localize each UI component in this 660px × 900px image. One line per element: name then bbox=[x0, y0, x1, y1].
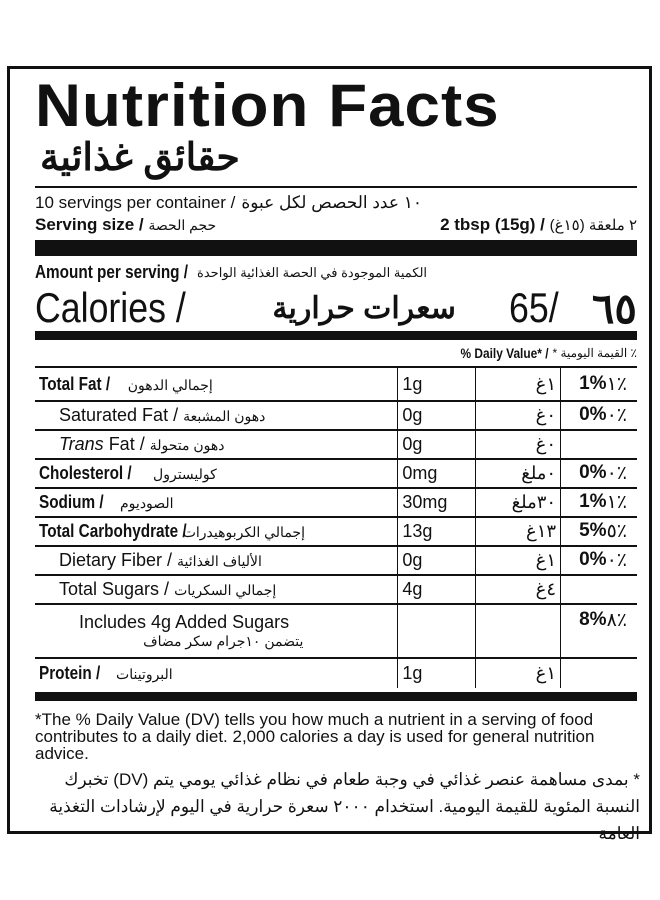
divider bbox=[35, 186, 637, 188]
daily-value: 1% bbox=[579, 491, 607, 512]
amount-ar: الكمية الموجودة في الحصة الغذائية الواحدة bbox=[197, 264, 428, 280]
amount-ar: ١٣غ bbox=[476, 517, 561, 546]
daily-value-header bbox=[35, 345, 637, 361]
nutrient-name: Saturated Fat / bbox=[59, 405, 179, 425]
amount-en: Amount per serving / bbox=[35, 262, 189, 282]
amount: 13g bbox=[398, 517, 476, 546]
daily-value: 5% bbox=[579, 520, 607, 541]
servings-ar: ١٠ عدد الحصص لكل عبوة bbox=[241, 193, 422, 212]
daily-value: 1% bbox=[579, 372, 607, 394]
serving-size-label: Serving size / bbox=[35, 215, 144, 234]
title-arabic: حقائق غذائية bbox=[40, 137, 240, 179]
dv-header-ar: ٪ القيمة اليومية * bbox=[552, 346, 637, 360]
servings-en: 10 servings per container / bbox=[35, 193, 236, 212]
daily-value-ar: ٪٨ bbox=[606, 610, 627, 631]
amount: 1g bbox=[398, 658, 476, 688]
daily-value-ar: ٪٠ bbox=[606, 405, 627, 426]
daily-value: 0% bbox=[579, 462, 607, 483]
nutrient-name-ar: دهون متحولة bbox=[149, 437, 225, 453]
calories-label-ar: سعرات حرارية bbox=[272, 291, 456, 325]
nutrient-name-ar: الصوديوم bbox=[120, 495, 174, 511]
amount-ar: ١غ bbox=[476, 658, 561, 688]
amount: 1g bbox=[398, 367, 476, 401]
calories-value: 65/ bbox=[509, 284, 560, 331]
thick-divider bbox=[35, 331, 637, 340]
servings-per-container bbox=[35, 193, 637, 213]
nutrient-name-ar: كوليسترول bbox=[153, 466, 217, 482]
table-row bbox=[35, 604, 637, 658]
table-row bbox=[35, 658, 637, 688]
amount-ar: ١غ bbox=[476, 546, 561, 575]
amount: 0g bbox=[398, 546, 476, 575]
nutrient-name-ar: يتضمن ١٠جرام سكر مضاف bbox=[143, 633, 304, 649]
table-row bbox=[35, 401, 637, 430]
daily-value: 0% bbox=[579, 404, 607, 425]
amount-ar: ٣٠ملغ bbox=[476, 488, 561, 517]
nutrient-name-italic: Trans bbox=[59, 434, 104, 454]
serving-size bbox=[35, 215, 637, 235]
nutrient-name: Total Sugars / bbox=[59, 579, 170, 599]
table-row bbox=[35, 367, 637, 401]
amount-ar: ٠غ bbox=[476, 401, 561, 430]
amount-per-serving bbox=[35, 262, 637, 283]
table-row bbox=[35, 459, 637, 488]
daily-value-ar: ٪٠ bbox=[606, 550, 627, 571]
amount: 30mg bbox=[398, 488, 476, 517]
amount-ar: ١غ bbox=[476, 367, 561, 401]
nutrient-name-ar: إجمالي الكربوهيدرات bbox=[182, 524, 305, 540]
nutrients-table bbox=[35, 366, 637, 688]
nutrient-name: Total Carbohydrate / bbox=[39, 521, 187, 541]
calories-row bbox=[35, 283, 637, 333]
amount: 0mg bbox=[398, 459, 476, 488]
table-row bbox=[35, 546, 637, 575]
amount-ar: ٠ملغ bbox=[476, 459, 561, 488]
nutrient-name: Protein / bbox=[39, 663, 101, 683]
serving-size-label-ar: حجم الحصة bbox=[148, 217, 217, 233]
calories-label: Calories / bbox=[35, 284, 186, 331]
amount-ar: ٠غ bbox=[476, 430, 561, 459]
daily-value-ar: ٪١ bbox=[606, 373, 627, 395]
nutrient-name-ar: دهون المشبعة bbox=[183, 408, 266, 424]
nutrient-name: Includes 4g Added Sugars bbox=[79, 612, 290, 632]
thick-divider bbox=[35, 692, 637, 701]
calories-value-ar: ٦٥ bbox=[591, 284, 637, 332]
amount: 0g bbox=[398, 430, 476, 459]
nutrition-facts-label bbox=[7, 66, 652, 843]
nutrient-name: Cholesterol / bbox=[39, 463, 132, 483]
nutrient-name-ar: إجمالي الدهون bbox=[127, 376, 213, 393]
nutrient-name-ar: إجمالي السكريات bbox=[174, 582, 277, 598]
title: Nutrition Facts bbox=[35, 72, 500, 139]
amount: 4g bbox=[398, 575, 476, 604]
table-row bbox=[35, 430, 637, 459]
daily-value: 0% bbox=[579, 549, 607, 570]
footnote-en: *The % Daily Value (DV) tells you how much a nutrient in a serving of food contributes to a daily diet. 2,000 calories a day is used for general nutrition advice. bbox=[35, 710, 595, 763]
table-row bbox=[35, 488, 637, 517]
nutrient-name: Fat / bbox=[103, 434, 145, 454]
nutrient-name: Dietary Fiber / bbox=[59, 550, 173, 570]
serving-size-value-ar: ٢ ملعقة (١٥غ) bbox=[549, 217, 637, 234]
daily-value-ar: ٪١ bbox=[606, 492, 627, 513]
daily-value-ar: ٪٥ bbox=[606, 521, 627, 542]
nutrient-name-ar: الألياف الغذائية bbox=[177, 553, 262, 569]
nutrient-name-ar: البروتينات bbox=[116, 666, 173, 682]
amount-ar: ٤غ bbox=[476, 575, 561, 604]
thick-divider bbox=[35, 240, 637, 256]
footnote-ar: * بمدى مساهمة عنصر غذائي في وجبة طعام في نظام غذائي يومي يتم (DV) تخبرك النسبة المئوية للقيمة اليومية. استخدام ٢٠٠٠ سعرة حرارية في اليوم لإرشادات التغذية العامة bbox=[49, 770, 640, 843]
serving-size-value: 2 tbsp (15g) / bbox=[440, 215, 545, 234]
dv-header-en: % Daily Value* / bbox=[460, 345, 549, 361]
daily-value-ar: ٪٠ bbox=[606, 463, 627, 484]
daily-value: 8% bbox=[579, 609, 607, 630]
amount: 0g bbox=[398, 401, 476, 430]
nutrient-name: Total Fat / bbox=[39, 373, 111, 394]
nutrient-name: Sodium / bbox=[39, 492, 104, 512]
table-row bbox=[35, 575, 637, 604]
table-row bbox=[35, 517, 637, 546]
